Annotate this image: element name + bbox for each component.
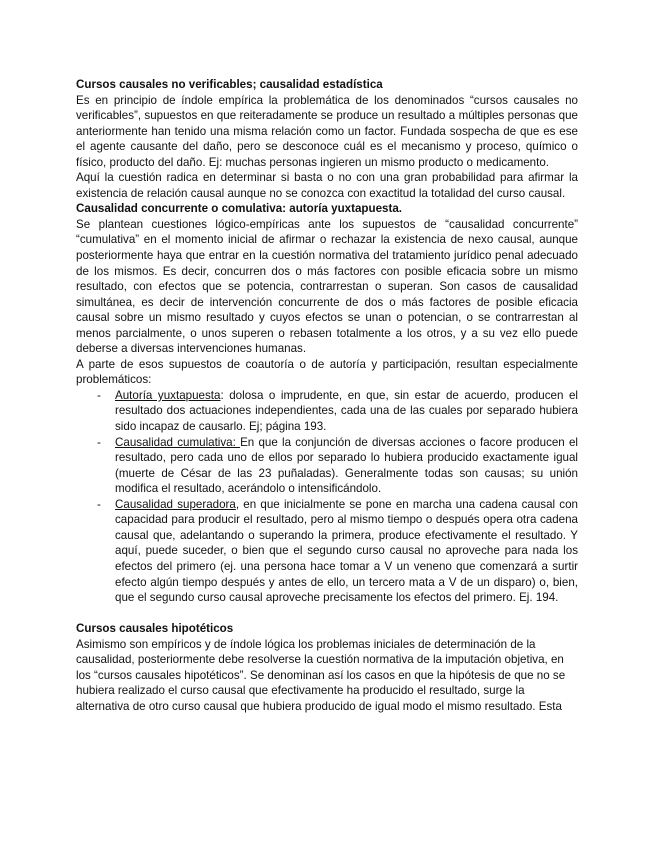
section-heading-non-verifiable: Cursos causales no verificables; causalidad estadística: [76, 78, 383, 91]
list-item-term: Autoría yuxtapuesta: [115, 388, 221, 402]
list-item-term: Causalidad superadora: [115, 497, 236, 511]
list-bullet: -: [97, 497, 101, 511]
paragraph-non-verifiable-1: Es en principio de índole empírica la problemática de los denominados “cursos causales no verificables”, supuestos en que reiteradamente se produce un resultado a múltiples personas que anteriormente han tenido una misma relación como un factor. Fundada sospecha de que es ese el agente causante del daño, pero se desconoce cuál es el mecanismo y proceso, químico o físico, producto del daño. Ej: muchas personas ingieren un mismo producto o medicamento.: [76, 93, 578, 169]
section-heading-concurrent: Causalidad concurrente o comulativa: autoría yuxtapuesta.: [76, 202, 403, 216]
list-item-text: : dolosa o imprudente, en que, sin estar de acuerdo, producen el resultado dos actuaciones independientes, cada una de las cuales por separado hubiera sido incapaz de causarlo. Ej; página 193.: [115, 388, 578, 434]
paragraph-concurrent-2: A parte de esos supuestos de coautoría o de autoría y participación, resultan especialmente problemáticos:: [76, 357, 578, 387]
list-item: [97, 435, 578, 497]
paragraph-concurrent-1: Se plantean cuestiones lógico-empíricas ante los supuestos de “causalidad concurrente” “cumulativa” en el momento inicial de afirmar o rechazar la existencia de nexo causal, aunque posteriormente haya que entrar en la cuestión normativa del tratamiento jurídico penal adecuado de los mismos. Es decir, concurren dos o más factores con posible eficacia sobre un mismo resultado, con efectos que se potencia, contrarrestan o superan. Son casos de causalidad simultánea, es decir de intervención concurrente de dos o más factores de posible eficacia causal sobre un mismo resultado y cuyos efectos se unan o potencian, o se contrarrestan al menos parcialmente, o unos superen o rebasen totalmente a los otros, y a su vez ello puede deberse a diversas intervenciones humanas.: [76, 217, 578, 356]
list-bullet: -: [97, 435, 101, 449]
section-spacer: [76, 606, 578, 622]
paragraph-non-verifiable-2: Aquí la cuestión radica en determinar si basta o no con una gran probabilidad para afirmar la existencia de relación causal aunque no se conozca con exactitud la totalidad del curso causal.: [76, 171, 578, 200]
paragraph-hypothetical-1: Asimismo son empíricos y de índole lógica los problemas iniciales de determinación de la causalidad, posteriormente debe resolverse la cuestión normativa de la imputación objetiva, en los “cursos causales hipotéticos”. Se denominan así los casos en que la hipótesis de que no se hubiera realizado el curso causal que efectivamente ha producido el resultado, surge la alternativa de otro curso causal que hubiera producido de igual modo el mismo resultado. Esta: [76, 637, 566, 713]
document-page: [76, 77, 578, 714]
list-item-text: En que la conjunción de diversas acciones o facore producen el resultado, pero cada uno de ellos por separado lo hubiera producido exactamente igual (muerte de César de las 23 puñaladas). Generalmente todas son causas; su unión modifica el resultado, acerándolo o intensificándolo.: [115, 435, 578, 496]
list-item: [97, 497, 578, 606]
list-item-term: Causalidad cumulativa:: [115, 435, 241, 449]
list-bullet: -: [97, 388, 101, 402]
list-item: [97, 388, 578, 435]
section-heading-hypothetical: Cursos causales hipotéticos: [76, 622, 234, 636]
list-item-text: , en que inicialmente se pone en marcha una cadena causal con capacidad para producir el resultado, pero al mismo tiempo o después opera otra cadena causal que, adelantando o superando la primera, produce efectivamente el resultado. Y aquí, puede suceder, o bien que el segundo curso causal no aproveche para nada los efectos del primero (ej. una persona hace tomar a V un veneno que comenzará a surtir efecto algún tiempo después y antes de ello, un tercero mata a V de un disparo) o, bien, que el segundo curso causal aproveche precisamente los efectos del primero. Ej. 194.: [115, 497, 578, 605]
problem-list: [76, 388, 578, 606]
